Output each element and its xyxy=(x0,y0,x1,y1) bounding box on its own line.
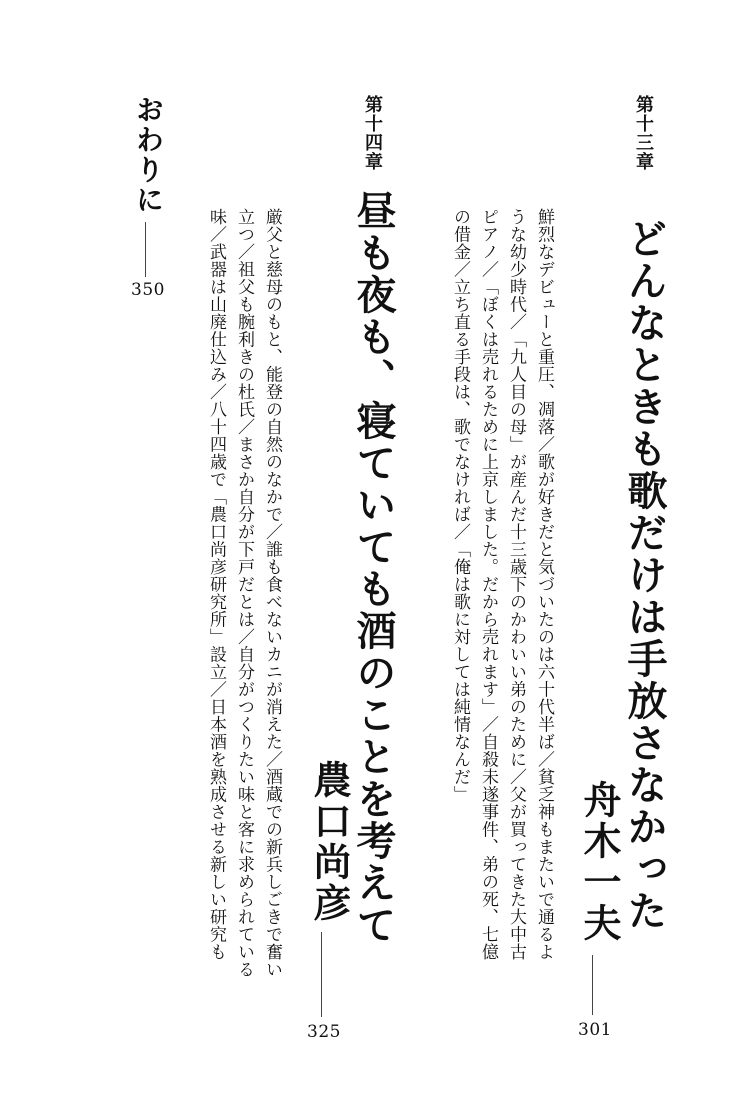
chapter13-desc-line-3: ピアノ／「ぼくは売れるために上京しました。だから売れます」／自殺未遂事件、弟の死、七億 xyxy=(478,208,498,961)
chapter14-label: 第十四章 xyxy=(362,95,383,171)
chapter14-desc-line-3: 味／武器は山廃仕込み／八十四歳で「農口尚彦研究所」設立／日本酒を熟成させる新しい研究も xyxy=(206,208,226,961)
chapter13-author: 舟木一夫 xyxy=(577,780,622,944)
chapter13-desc-line-1: 鮮烈なデビューと重圧、凋落／歌が好きだと気づいたのは六十代半ば／貧乏神もまたいで通るよ xyxy=(534,208,554,961)
chapter13-title: どんなときも歌だけは手放さなかった xyxy=(621,218,668,932)
closing-title: おわりに xyxy=(132,95,165,215)
chapter13-desc-line-2: うな幼少時代／「九人目の母」が産んだ十三歳下のかわいい弟のために／父が買ってきた大中古 xyxy=(506,208,526,961)
chapter13-page-number: 301 xyxy=(578,1020,612,1040)
chapter13-desc-line-4: の借金／立ち直る手段は、歌でなければ／「俺は歌に対しては純情なんだ」 xyxy=(450,208,470,803)
chapter14-desc-line-2: 立つ／祖父も腕利きの杜氏／まさか自分が下戸だとは／自分がつくりたい味と客に求められている xyxy=(234,208,254,978)
chapter13-label: 第十三章 xyxy=(633,95,654,171)
closing-leader-line xyxy=(145,222,146,277)
chapter14-page-number: 325 xyxy=(307,1022,341,1042)
chapter13-leader-line xyxy=(592,955,593,1015)
chapter14-desc-line-1: 厳父と慈母のもと、能登の自然のなかで／誰も食べないカニが消えた／酒蔵での新兵しごきで奮い xyxy=(262,208,282,978)
chapter14-leader-line xyxy=(321,932,322,1017)
chapter14-title: 昼も夜も、寝ていても酒のことを考えて xyxy=(350,190,397,946)
chapter14-author: 農口尚彦 xyxy=(307,760,352,924)
closing-page-number: 350 xyxy=(131,280,165,300)
